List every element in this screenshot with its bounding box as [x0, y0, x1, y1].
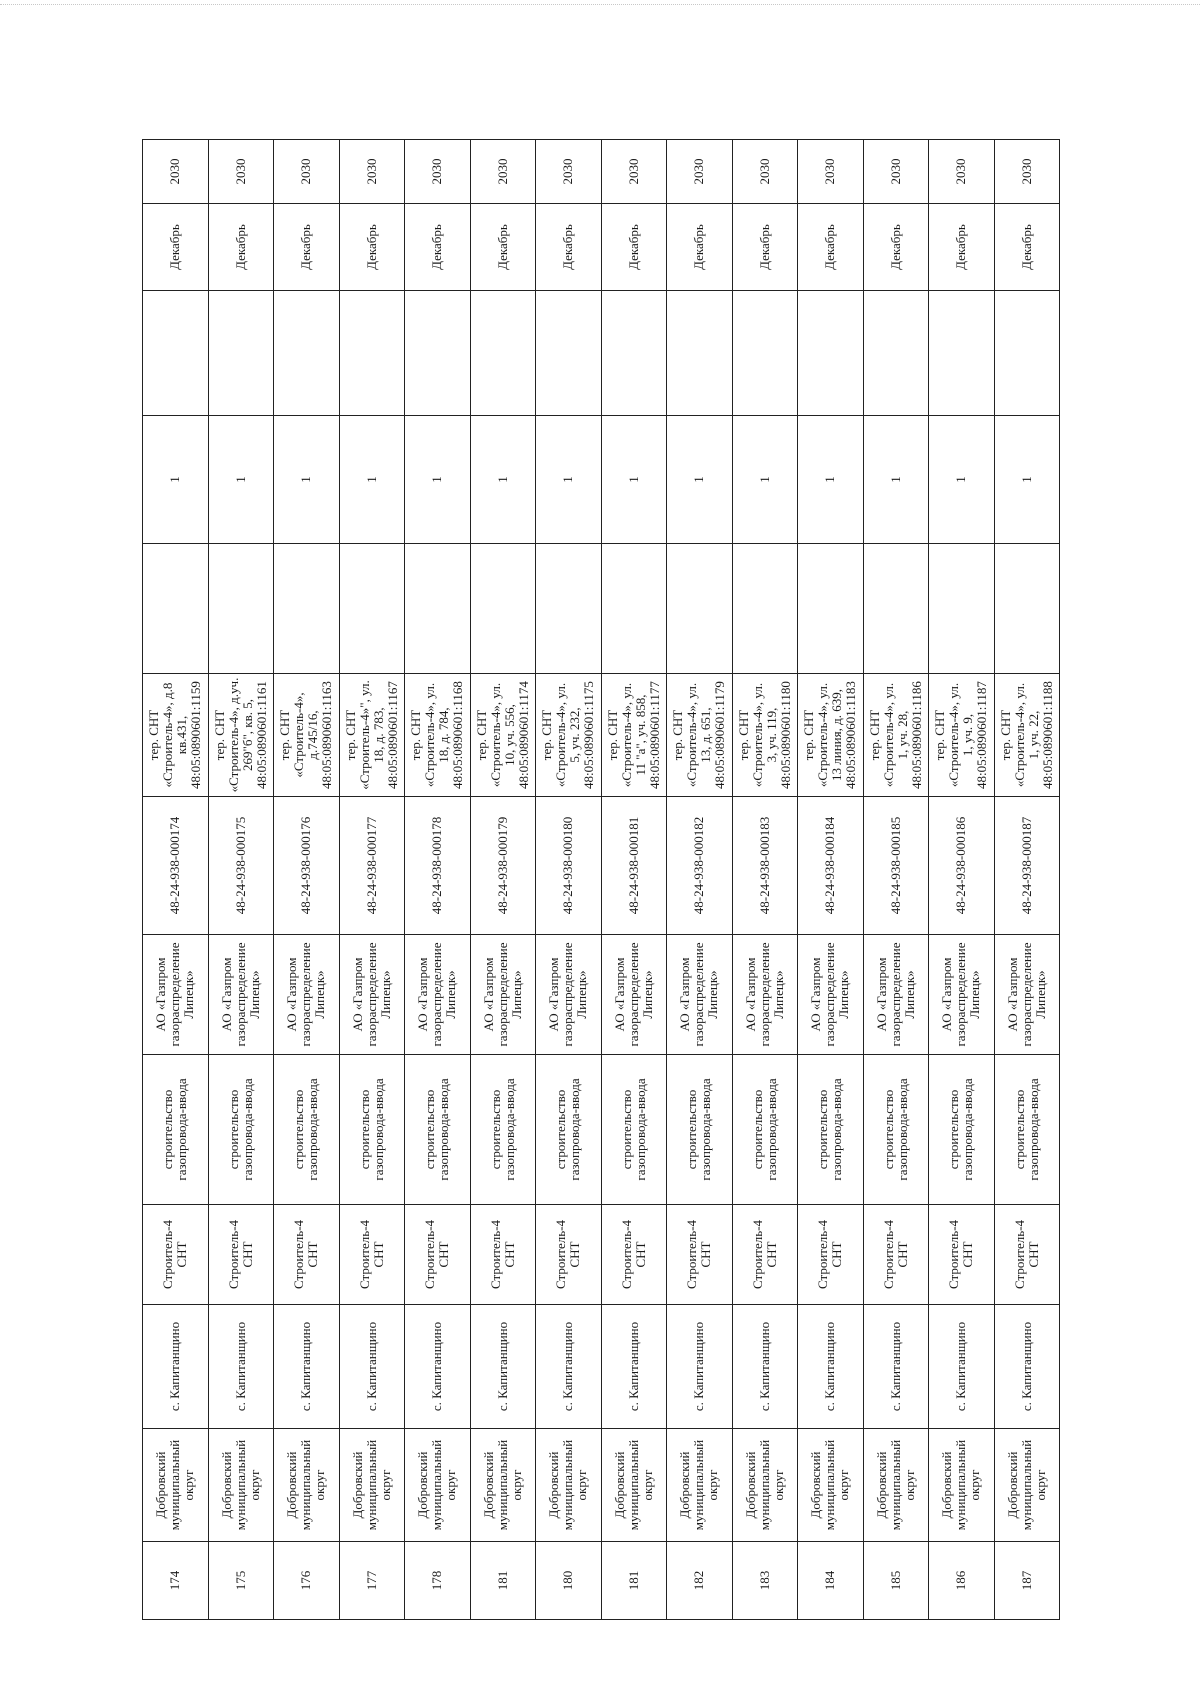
empty-cell-2 — [994, 291, 1060, 416]
table-row — [143, 140, 209, 1620]
work-type-cell: строительство газопровода-ввода — [339, 1055, 405, 1205]
object-id-cell: 48-24-938-000177 — [339, 797, 405, 935]
row-number-cell: 186 — [929, 1542, 995, 1620]
object-id-cell: 48-24-938-000178 — [405, 797, 471, 935]
municipality-cell: Добровский муниципальный округ — [732, 1429, 798, 1542]
address-cell: тер. СНТ «Строитель-4», ул. 10, уч. 556, 48:05:0890601:1174 — [470, 674, 536, 797]
municipality-cell: Добровский муниципальный округ — [470, 1429, 536, 1542]
organization-cell: АО «Газпром газораспределение Липецк» — [339, 935, 405, 1055]
work-type-cell: строительство газопровода-ввода — [536, 1055, 602, 1205]
empty-cell — [536, 544, 602, 674]
year-cell: 2030 — [470, 140, 536, 204]
empty-cell — [667, 544, 733, 674]
empty-cell — [143, 544, 209, 674]
empty-cell-2 — [470, 291, 536, 416]
table-row — [339, 140, 405, 1620]
row-number-cell: 184 — [798, 1542, 864, 1620]
work-type-cell: строительство газопровода-ввода — [274, 1055, 340, 1205]
empty-cell — [601, 544, 667, 674]
object-id-cell: 48-24-938-000175 — [208, 797, 274, 935]
settlement-cell: с. Капитанщино — [143, 1305, 209, 1429]
settlement-cell: с. Капитанщино — [929, 1305, 995, 1429]
settlement-cell: с. Капитанщино — [274, 1305, 340, 1429]
row-number-cell: 176 — [274, 1542, 340, 1620]
month-cell: Декабрь — [863, 204, 929, 291]
empty-cell-2 — [863, 291, 929, 416]
row-number-cell: 181 — [601, 1542, 667, 1620]
year-cell: 2030 — [143, 140, 209, 204]
work-type-cell: строительство газопровода-ввода — [994, 1055, 1060, 1205]
snt-cell: Строитель-4 СНТ — [601, 1205, 667, 1305]
quantity-cell: 1 — [208, 416, 274, 544]
row-number-cell: 187 — [994, 1542, 1060, 1620]
row-number-cell: 181 — [470, 1542, 536, 1620]
organization-cell: АО «Газпром газораспределение Липецк» — [536, 935, 602, 1055]
row-number-cell: 175 — [208, 1542, 274, 1620]
quantity-cell: 1 — [143, 416, 209, 544]
empty-cell-2 — [339, 291, 405, 416]
municipality-cell: Добровский муниципальный округ — [143, 1429, 209, 1542]
year-cell: 2030 — [536, 140, 602, 204]
empty-cell — [929, 544, 995, 674]
object-id-cell: 48-24-938-000187 — [994, 797, 1060, 935]
settlement-cell: с. Капитанщино — [863, 1305, 929, 1429]
object-id-cell: 48-24-938-000180 — [536, 797, 602, 935]
row-number-cell: 174 — [143, 1542, 209, 1620]
work-type-cell: строительство газопровода-ввода — [470, 1055, 536, 1205]
object-id-cell: 48-24-938-000186 — [929, 797, 995, 935]
empty-cell-2 — [929, 291, 995, 416]
snt-cell: Строитель-4 СНТ — [732, 1205, 798, 1305]
work-type-cell: строительство газопровода-ввода — [732, 1055, 798, 1205]
quantity-cell: 1 — [405, 416, 471, 544]
quantity-cell: 1 — [470, 416, 536, 544]
quantity-cell: 1 — [929, 416, 995, 544]
row-number-cell: 185 — [863, 1542, 929, 1620]
organization-cell: АО «Газпром газораспределение Липецк» — [601, 935, 667, 1055]
year-cell: 2030 — [732, 140, 798, 204]
table-row — [470, 140, 536, 1620]
municipality-cell: Добровский муниципальный округ — [863, 1429, 929, 1542]
organization-cell: АО «Газпром газораспределение Липецк» — [143, 935, 209, 1055]
scan-top-rule — [0, 4, 1200, 5]
snt-cell: Строитель-4 СНТ — [798, 1205, 864, 1305]
work-type-cell: строительство газопровода-ввода — [929, 1055, 995, 1205]
organization-cell: АО «Газпром газораспределение Липецк» — [798, 935, 864, 1055]
organization-cell: АО «Газпром газораспределение Липецк» — [274, 935, 340, 1055]
organization-cell: АО «Газпром газораспределение Липецк» — [863, 935, 929, 1055]
row-number-cell: 178 — [405, 1542, 471, 1620]
empty-cell-2 — [274, 291, 340, 416]
empty-cell-2 — [143, 291, 209, 416]
table-row — [405, 140, 471, 1620]
quantity-cell: 1 — [339, 416, 405, 544]
work-type-cell: строительство газопровода-ввода — [143, 1055, 209, 1205]
object-id-cell: 48-24-938-000174 — [143, 797, 209, 935]
month-cell: Декабрь — [405, 204, 471, 291]
quantity-cell: 1 — [667, 416, 733, 544]
quantity-cell: 1 — [274, 416, 340, 544]
year-cell: 2030 — [798, 140, 864, 204]
month-cell: Декабрь — [798, 204, 864, 291]
address-cell: тер. СНТ «Строитель-4», д.8 кв.431, 48:05:0890601:1159 — [143, 674, 209, 797]
address-cell: тер. СНТ «Строитель-4», ул. 5, уч. 232, 48:05:0890601:1175 — [536, 674, 602, 797]
table-row — [732, 140, 798, 1620]
municipality-cell: Добровский муниципальный округ — [929, 1429, 995, 1542]
quantity-cell: 1 — [601, 416, 667, 544]
work-type-cell: строительство газопровода-ввода — [405, 1055, 471, 1205]
table-row — [929, 140, 995, 1620]
address-cell: тер. СНТ «Строитель-4», ул. 1, уч. 28, 48:05:0890601:1186 — [863, 674, 929, 797]
snt-cell: Строитель-4 СНТ — [208, 1205, 274, 1305]
settlement-cell: с. Капитанщино — [667, 1305, 733, 1429]
empty-cell — [994, 544, 1060, 674]
empty-cell-2 — [536, 291, 602, 416]
empty-cell — [732, 544, 798, 674]
work-type-cell: строительство газопровода-ввода — [798, 1055, 864, 1205]
snt-cell: Строитель-4 СНТ — [667, 1205, 733, 1305]
table-row — [994, 140, 1060, 1620]
rotated-page — [142, 140, 1060, 1620]
table-row — [863, 140, 929, 1620]
gas-pipeline-schedule-table — [142, 139, 1060, 1620]
table-row — [274, 140, 340, 1620]
snt-cell: Строитель-4 СНТ — [339, 1205, 405, 1305]
empty-cell — [405, 544, 471, 674]
address-cell: тер. СНТ «Строитель-4», ул. 11 "а", уч. 858, 48:05:0890601:1177 — [601, 674, 667, 797]
table-row — [798, 140, 864, 1620]
month-cell: Декабрь — [274, 204, 340, 291]
empty-cell — [274, 544, 340, 674]
quantity-cell: 1 — [994, 416, 1060, 544]
organization-cell: АО «Газпром газораспределение Липецк» — [208, 935, 274, 1055]
settlement-cell: с. Капитанщино — [732, 1305, 798, 1429]
empty-cell — [339, 544, 405, 674]
object-id-cell: 48-24-938-000184 — [798, 797, 864, 935]
year-cell: 2030 — [601, 140, 667, 204]
empty-cell-2 — [732, 291, 798, 416]
municipality-cell: Добровский муниципальный округ — [667, 1429, 733, 1542]
object-id-cell: 48-24-938-000181 — [601, 797, 667, 935]
quantity-cell: 1 — [732, 416, 798, 544]
empty-cell — [798, 544, 864, 674]
object-id-cell: 48-24-938-000179 — [470, 797, 536, 935]
year-cell: 2030 — [339, 140, 405, 204]
snt-cell: Строитель-4 СНТ — [470, 1205, 536, 1305]
year-cell: 2030 — [863, 140, 929, 204]
snt-cell: Строитель-4 СНТ — [863, 1205, 929, 1305]
snt-cell: Строитель-4 СНТ — [929, 1205, 995, 1305]
organization-cell: АО «Газпром газораспределение Липецк» — [732, 935, 798, 1055]
address-cell: тер. СНТ «Строитель-4», ул. 3, уч. 119, 48:05:0890601:1180 — [732, 674, 798, 797]
month-cell: Декабрь — [601, 204, 667, 291]
quantity-cell: 1 — [863, 416, 929, 544]
snt-cell: Строитель-4 СНТ — [274, 1205, 340, 1305]
table-row — [667, 140, 733, 1620]
row-number-cell: 180 — [536, 1542, 602, 1620]
address-cell: тер. СНТ «Строитель-4», ул. 18, д. 784, 48:05:0890601:1168 — [405, 674, 471, 797]
work-type-cell: строительство газопровода-ввода — [601, 1055, 667, 1205]
work-type-cell: строительство газопровода-ввода — [863, 1055, 929, 1205]
empty-cell — [208, 544, 274, 674]
empty-cell-2 — [405, 291, 471, 416]
month-cell: Декабрь — [536, 204, 602, 291]
empty-cell-2 — [667, 291, 733, 416]
organization-cell: АО «Газпром газораспределение Липецк» — [994, 935, 1060, 1055]
settlement-cell: с. Капитанщино — [208, 1305, 274, 1429]
year-cell: 2030 — [405, 140, 471, 204]
address-cell: тер. СНТ «Строитель-4», д.745/16, 48:05:0890601:1163 — [274, 674, 340, 797]
organization-cell: АО «Газпром газораспределение Липецк» — [470, 935, 536, 1055]
municipality-cell: Добровский муниципальный округ — [274, 1429, 340, 1542]
table-row — [601, 140, 667, 1620]
month-cell: Декабрь — [143, 204, 209, 291]
row-number-cell: 177 — [339, 1542, 405, 1620]
row-number-cell: 182 — [667, 1542, 733, 1620]
municipality-cell: Добровский муниципальный округ — [798, 1429, 864, 1542]
year-cell: 2030 — [667, 140, 733, 204]
object-id-cell: 48-24-938-000176 — [274, 797, 340, 935]
municipality-cell: Добровский муниципальный округ — [601, 1429, 667, 1542]
organization-cell: АО «Газпром газораспределение Липецк» — [405, 935, 471, 1055]
address-cell: тер. СНТ «Строитель-4», ул. 1, уч. 9, 48:05:0890601:1187 — [929, 674, 995, 797]
month-cell: Декабрь — [339, 204, 405, 291]
snt-cell: Строитель-4 СНТ — [405, 1205, 471, 1305]
address-cell: тер. СНТ «Строитель-4», ул. 13 линия, д. 639, 48:05:0890601:1183 — [798, 674, 864, 797]
municipality-cell: Добровский муниципальный округ — [994, 1429, 1060, 1542]
table-row — [208, 140, 274, 1620]
empty-cell — [470, 544, 536, 674]
settlement-cell: с. Капитанщино — [994, 1305, 1060, 1429]
year-cell: 2030 — [208, 140, 274, 204]
snt-cell: Строитель-4 СНТ — [536, 1205, 602, 1305]
settlement-cell: с. Капитанщино — [601, 1305, 667, 1429]
settlement-cell: с. Капитанщино — [405, 1305, 471, 1429]
organization-cell: АО «Газпром газораспределение Липецк» — [667, 935, 733, 1055]
table-body — [143, 140, 1060, 1620]
month-cell: Декабрь — [470, 204, 536, 291]
address-cell: тер. СНТ «Строитель-4», д.уч. 269"б", кв. 5, 48:05:0890601:1161 — [208, 674, 274, 797]
object-id-cell: 48-24-938-000183 — [732, 797, 798, 935]
table-row — [536, 140, 602, 1620]
row-number-cell: 183 — [732, 1542, 798, 1620]
object-id-cell: 48-24-938-000185 — [863, 797, 929, 935]
settlement-cell: с. Капитанщино — [339, 1305, 405, 1429]
work-type-cell: строительство газопровода-ввода — [208, 1055, 274, 1205]
snt-cell: Строитель-4 СНТ — [143, 1205, 209, 1305]
municipality-cell: Добровский муниципальный округ — [208, 1429, 274, 1542]
empty-cell-2 — [798, 291, 864, 416]
settlement-cell: с. Капитанщино — [536, 1305, 602, 1429]
month-cell: Декабрь — [732, 204, 798, 291]
address-cell: тер. СНТ «Строитель-4», ул. 1, уч. 22, 48:05:0890601:1188 — [994, 674, 1060, 797]
year-cell: 2030 — [994, 140, 1060, 204]
municipality-cell: Добровский муниципальный округ — [405, 1429, 471, 1542]
address-cell: тер. СНТ «Строитель-4»", ул. 18, д. 783, 48:05:0890601:1167 — [339, 674, 405, 797]
empty-cell-2 — [601, 291, 667, 416]
year-cell: 2030 — [274, 140, 340, 204]
municipality-cell: Добровский муниципальный округ — [339, 1429, 405, 1542]
month-cell: Декабрь — [667, 204, 733, 291]
year-cell: 2030 — [929, 140, 995, 204]
organization-cell: АО «Газпром газораспределение Липецк» — [929, 935, 995, 1055]
month-cell: Декабрь — [994, 204, 1060, 291]
work-type-cell: строительство газопровода-ввода — [667, 1055, 733, 1205]
address-cell: тер. СНТ «Строитель-4», ул. 13, д. 651, 48:05:0890601:1179 — [667, 674, 733, 797]
settlement-cell: с. Капитанщино — [470, 1305, 536, 1429]
quantity-cell: 1 — [798, 416, 864, 544]
empty-cell — [863, 544, 929, 674]
quantity-cell: 1 — [536, 416, 602, 544]
municipality-cell: Добровский муниципальный округ — [536, 1429, 602, 1542]
month-cell: Декабрь — [929, 204, 995, 291]
month-cell: Декабрь — [208, 204, 274, 291]
object-id-cell: 48-24-938-000182 — [667, 797, 733, 935]
snt-cell: Строитель-4 СНТ — [994, 1205, 1060, 1305]
empty-cell-2 — [208, 291, 274, 416]
settlement-cell: с. Капитанщино — [798, 1305, 864, 1429]
